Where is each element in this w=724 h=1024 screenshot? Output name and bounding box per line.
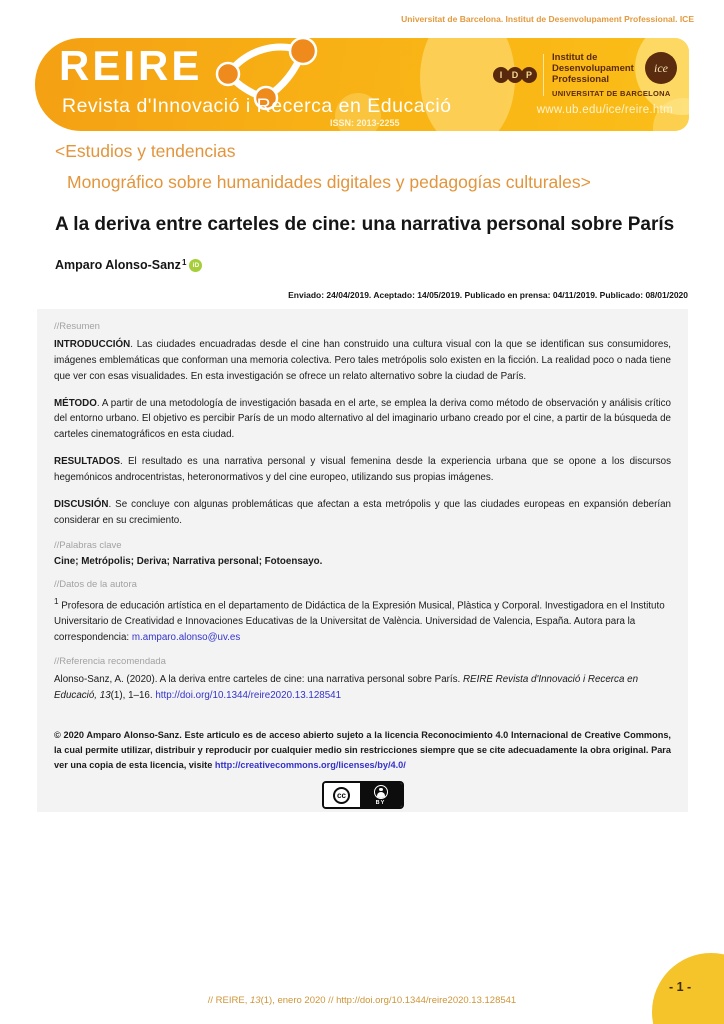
- idp-divider: [543, 54, 544, 96]
- keywords-label: //Palabras clave: [54, 539, 122, 551]
- citation-plain: Alonso-Sanz, A. (2020). A la deriva entre carteles de cine: una narrativa personal sobre París.: [54, 674, 463, 686]
- license-paragraph: [54, 728, 671, 772]
- citation-journal-italic: REIRE Revista d'Innovació i Recerca en Educació, 13: [54, 674, 639, 702]
- abstract-paragraph-resultados: [54, 454, 671, 486]
- paragraph-text: . Se concluye con algunas problemáticas que afectan a esta metrópolis y que las ciudades europeas en expansión deberían considerar en su crecimiento.: [54, 498, 671, 526]
- article-dates: Enviado: 24/04/2019. Aceptado: 14/05/2019. Publicado en prensa: 04/11/2019. Publicado: 08/01/2020: [288, 290, 688, 300]
- author-info-text: [54, 595, 671, 646]
- journal-subtitle: Revista d'Innovació i Recerca en Educació: [62, 95, 452, 117]
- cc-by-icon: [360, 783, 402, 807]
- author-info-label: //Datos de la autora: [54, 578, 137, 590]
- section-heading-line2: Monográfico sobre humanidades digitales y pedagogías culturales>: [67, 172, 591, 192]
- keywords-text: Cine; Metrópolis; Deriva; Narrativa personal; Fotoensayo.: [54, 555, 323, 567]
- article-title: A la deriva entre carteles de cine: una narrativa personal sobre París: [55, 214, 675, 235]
- reire-logo-text: REIRE: [59, 42, 203, 89]
- footnote-mark: 1: [54, 596, 59, 606]
- cc-icon: cc: [324, 783, 360, 807]
- abstract-paragraph-discusion: [54, 497, 671, 529]
- idp-institute-name: Institut de Desenvolupament Professional: [552, 52, 634, 85]
- section-heading-line1: <Estudios y tendencias: [55, 141, 236, 161]
- footer-volume: 13: [250, 995, 261, 1006]
- paragraph-lead: DISCUSIÓN: [54, 498, 109, 510]
- footer-pre: // REIRE,: [207, 995, 250, 1006]
- author-footnote-mark: 1: [181, 258, 187, 267]
- paragraph-text: . El resultado es una narrativa personal y visual femenina desde la experiencia urbana que se opone a los discursos hegemónicos androcentristas, heteronormativos y del cine europeo, utilizando sus propias imágenes.: [54, 456, 671, 484]
- license-text: © 2020 Amparo Alonso-Sanz. Este articulo es de acceso abierto sujeto a la licencia Reconocimiento 4.0 Internacional de Creative Commons, la cual permite utilizar, distribuir y reproducir por cualquier medio sin restricciones siempre que se cite adecuadamente la obra original. Para ver una copia de esta licencia, visite: [54, 730, 671, 770]
- footnote-text: Profesora de educación artística en el departamento de Didáctica de la Expresión Musical, Plàstica y Corporal. Investigadora en el Instituto Universitario de Creatividad e Innovaciones Educativas de la Universitat de València. Universidad de Valencia, España. Autora para la correspondencia:: [54, 599, 665, 643]
- citation-doi-link[interactable]: http://doi.org/10.1344/reire2020.13.128541: [155, 690, 342, 702]
- paragraph-lead: RESULTADOS: [54, 456, 121, 468]
- issn-label: ISSN: 2013-2255: [330, 118, 400, 128]
- page-number-circle: [652, 953, 724, 1024]
- footer-rest: (1), enero 2020 // http://doi.org/10.1344/reire2020.13.128541: [260, 995, 517, 1006]
- abstract-block: [37, 309, 688, 812]
- citation-after: (1), 1–16.: [110, 690, 156, 702]
- journal-banner: [35, 38, 689, 131]
- footer-running-title: [0, 995, 724, 1006]
- paragraph-lead: INTRODUCCIÓN: [54, 339, 131, 350]
- recommended-citation: [54, 672, 671, 704]
- abstract-paragraph-introduccion: [54, 337, 671, 385]
- author-email-link[interactable]: m.amparo.alonso@uv.es: [131, 631, 241, 643]
- person-icon: [374, 785, 388, 799]
- idp-circle-d: D: [507, 67, 523, 83]
- paragraph-text: . A partir de una metodología de investigación basada en el arte, se emplea la deriva como método de observación y análisis crítico del entorno urbano. El objetivo es percibir París de un modo alternativo al del imaginario urbano creado por el cine, a partir de la búsqueda de carteles cinematográficos en esta ciudad.: [54, 397, 671, 441]
- author-row: [55, 258, 202, 272]
- reference-label: //Referencia recomendada: [54, 656, 166, 668]
- page-number: - 1 -: [669, 980, 692, 994]
- abstract-paragraph-metodo: [54, 396, 671, 444]
- ice-logo: ice: [645, 52, 677, 84]
- paragraph-lead: MÉTODO: [54, 397, 97, 409]
- author-name: Amparo Alonso-Sanz: [55, 258, 181, 272]
- abstract-label: //Resumen: [54, 321, 100, 332]
- paragraph-text: . Las ciudades encuadradas desde el cine han construido una cultura visual con la que se identifican sus consumidores, imágenes emblemáticas que conforman una memoria colectiva. Pero tales metrópolis solo existen en la ficción. La realidad poco o nada tiene que ver con esas visualidades. En esta investigación se ofrece un relato alternativo sobre la ciudad de París.: [54, 339, 671, 382]
- idp-circle-i: I: [493, 67, 509, 83]
- cc-by-badge[interactable]: [322, 781, 404, 809]
- cc-by-label: BY: [375, 799, 386, 806]
- masthead-institution: Universitat de Barcelona. Institut de Desenvolupament Professional. ICE: [401, 14, 694, 24]
- license-url-link[interactable]: http://creativecommons.org/licenses/by/4.0/: [214, 759, 406, 770]
- journal-website-link[interactable]: www.ub.edu/ice/reire.htm: [536, 104, 673, 116]
- idp-university-name: UNIVERSITAT DE BARCELONA: [552, 88, 671, 98]
- orcid-icon[interactable]: iD: [189, 259, 202, 272]
- idp-circle-p: P: [521, 67, 537, 83]
